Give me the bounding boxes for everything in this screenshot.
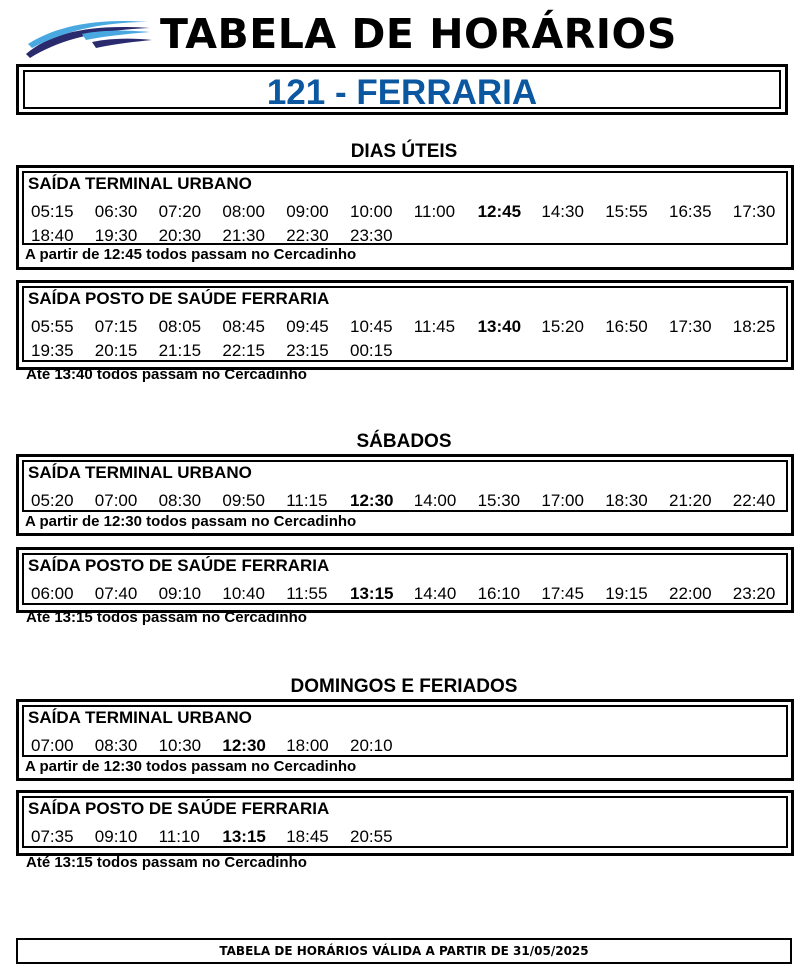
sundays-terminal-block <box>16 699 794 781</box>
sundays-terminal-row-1 <box>24 736 786 760</box>
weekdays-terminal-block <box>16 165 794 270</box>
departure-time: 19:35 <box>31 341 74 360</box>
departure-time: 18:30 <box>605 491 648 510</box>
departure-time: 13:40 <box>477 317 522 336</box>
departure-time: 15:30 <box>477 491 521 510</box>
departure-time: 06:30 <box>94 202 138 221</box>
sundays-posto-note: Até 13:15 todos passam no Cercadinho <box>26 854 307 871</box>
departure-time: 05:20 <box>31 491 74 510</box>
route-banner <box>16 64 788 115</box>
departure-time: 14:30 <box>541 202 584 221</box>
departure-time: 20:30 <box>158 226 202 245</box>
departure-time: 09:00 <box>286 202 329 221</box>
weekdays-posto-heading: SAÍDA POSTO DE SAÚDE FERRARIA <box>28 289 330 308</box>
departure-time: 20:15 <box>94 341 138 360</box>
section-title-weekdays: DIAS ÚTEIS <box>350 141 458 162</box>
departure-time: 10:30 <box>158 736 202 755</box>
departure-time: 12:30 <box>222 736 266 755</box>
departure-time: 09:50 <box>222 491 265 510</box>
departure-time: 22:00 <box>669 584 712 603</box>
departure-time: 18:00 <box>286 736 329 755</box>
departure-time: 17:30 <box>669 317 712 336</box>
departure-time: 05:55 <box>31 317 74 336</box>
section-title-saturdays: SÁBADOS <box>356 431 452 452</box>
departure-time: 21:15 <box>158 341 202 360</box>
departure-time: 20:55 <box>350 827 393 846</box>
weekdays-terminal-heading: SAÍDA TERMINAL URBANO <box>28 174 252 193</box>
departure-time: 07:20 <box>158 202 202 221</box>
departure-time: 10:40 <box>222 584 265 603</box>
departure-time: 12:45 <box>477 202 522 221</box>
weekdays-posto-note: Até 13:40 todos passam no Cercadinho <box>26 366 307 383</box>
departure-time: 08:05 <box>158 317 202 336</box>
departure-time: 16:10 <box>477 584 521 603</box>
weekdays-terminal-note: A partir de 12:45 todos passam no Cercadinho <box>25 246 357 263</box>
sundays-terminal-note: A partir de 12:30 todos passam no Cercadinho <box>25 758 357 775</box>
departure-time: 07:00 <box>94 491 138 510</box>
departure-time: 10:45 <box>350 317 393 336</box>
departure-time: 18:45 <box>286 827 329 846</box>
company-logo <box>22 14 154 60</box>
saturdays-posto-row-1 <box>24 584 786 608</box>
sundays-posto-row-1 <box>24 827 786 851</box>
saturdays-posto-heading: SAÍDA POSTO DE SAÚDE FERRARIA <box>28 556 330 575</box>
departure-time: 08:30 <box>94 736 138 755</box>
departure-time: 06:00 <box>31 584 74 603</box>
weekdays-posto-block <box>16 280 794 370</box>
departure-time: 11:10 <box>158 827 200 846</box>
departure-time: 08:30 <box>158 491 202 510</box>
saturdays-terminal-heading: SAÍDA TERMINAL URBANO <box>28 463 252 482</box>
departure-time: 08:45 <box>222 317 265 336</box>
departure-time: 14:40 <box>413 584 457 603</box>
departure-time: 10:00 <box>350 202 393 221</box>
validity-footer: TABELA DE HORÁRIOS VÁLIDA A PARTIR DE 31/05/2025 <box>16 938 792 964</box>
saturdays-terminal-block <box>16 454 794 536</box>
departure-time: 22:40 <box>732 491 776 510</box>
departure-time: 09:10 <box>94 827 138 846</box>
departure-time: 16:50 <box>605 317 648 336</box>
departure-time: 17:00 <box>541 491 584 510</box>
departure-time: 23:30 <box>350 226 393 245</box>
departure-time: 17:45 <box>541 584 584 603</box>
departure-time: 17:30 <box>732 202 776 221</box>
departure-time: 20:10 <box>350 736 393 755</box>
saturdays-terminal-row-1 <box>24 491 786 515</box>
departure-time: 13:15 <box>350 584 394 603</box>
departure-time: 11:55 <box>286 584 328 603</box>
departure-time: 11:00 <box>413 202 456 221</box>
weekdays-posto-row-2 <box>24 341 786 365</box>
route-title: 121 - FERRARIA <box>266 73 538 112</box>
departure-time: 08:00 <box>222 202 265 221</box>
departure-time: 11:15 <box>286 491 328 510</box>
saturdays-posto-block <box>16 547 794 613</box>
sundays-terminal-heading: SAÍDA TERMINAL URBANO <box>28 708 252 727</box>
departure-time: 12:30 <box>350 491 394 510</box>
departure-time: 07:00 <box>31 736 74 755</box>
departure-time: 07:35 <box>31 827 74 846</box>
departure-time: 00:15 <box>350 341 393 360</box>
departure-time: 13:15 <box>222 827 266 846</box>
departure-time: 09:10 <box>158 584 202 603</box>
departure-time: 18:25 <box>732 317 776 336</box>
departure-time: 09:45 <box>286 317 329 336</box>
saturdays-posto-note: Até 13:15 todos passam no Cercadinho <box>26 609 307 626</box>
weekdays-posto-row-1 <box>24 317 786 341</box>
departure-time: 07:15 <box>94 317 138 336</box>
departure-time: 22:30 <box>286 226 329 245</box>
departure-time: 21:30 <box>222 226 265 245</box>
departure-time: 22:15 <box>222 341 265 360</box>
departure-time: 19:30 <box>94 226 138 245</box>
departure-time: 16:35 <box>669 202 712 221</box>
departure-time: 18:40 <box>31 226 74 245</box>
departure-time: 05:15 <box>31 202 74 221</box>
weekdays-terminal-row-1 <box>24 202 786 226</box>
sundays-posto-block <box>16 790 794 856</box>
departure-time: 11:45 <box>413 317 456 336</box>
section-title-sundays: DOMINGOS E FERIADOS <box>290 676 518 697</box>
page-title: TABELA DE HORÁRIOS <box>160 10 677 58</box>
departure-time: 07:40 <box>94 584 138 603</box>
departure-time: 15:55 <box>605 202 648 221</box>
departure-time: 15:20 <box>541 317 584 336</box>
departure-time: 23:20 <box>732 584 776 603</box>
departure-time: 14:00 <box>413 491 457 510</box>
saturdays-terminal-note: A partir de 12:30 todos passam no Cercadinho <box>25 513 357 530</box>
departure-time: 21:20 <box>669 491 712 510</box>
departure-time: 23:15 <box>286 341 329 360</box>
sundays-posto-heading: SAÍDA POSTO DE SAÚDE FERRARIA <box>28 799 330 818</box>
departure-time: 19:15 <box>605 584 648 603</box>
